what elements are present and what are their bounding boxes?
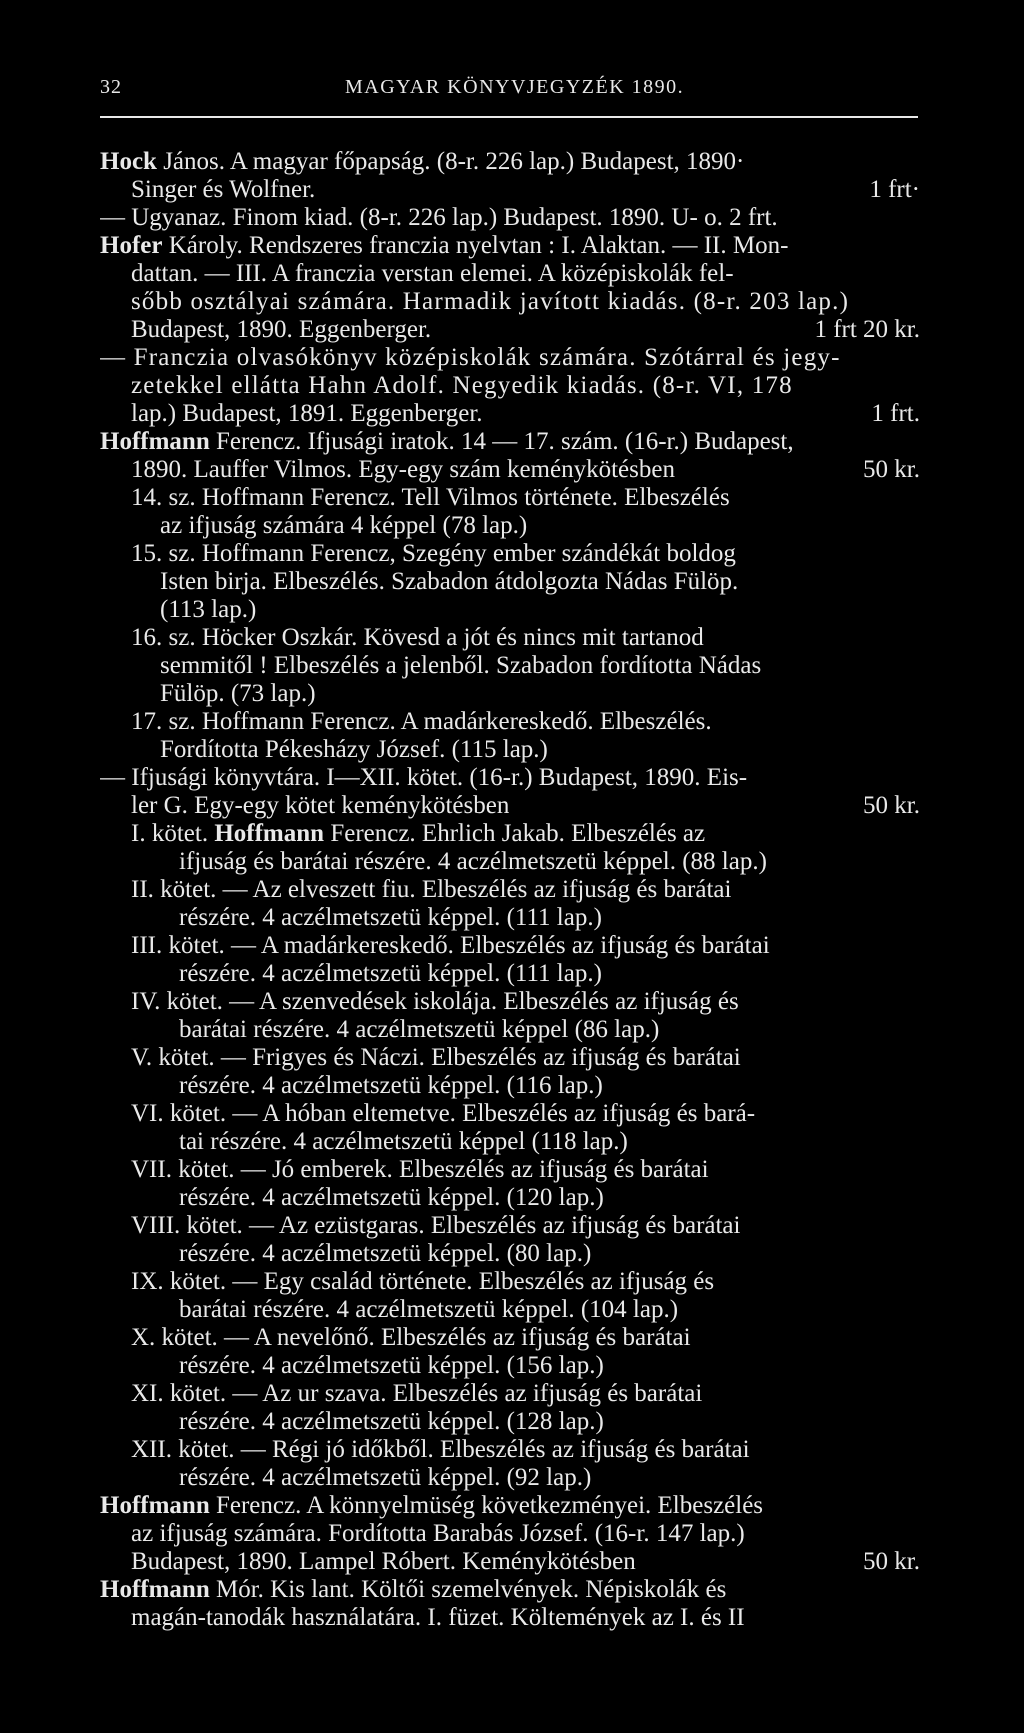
- line-text: V. kötet. — Frigyes és Náczi. Elbeszélés az ifjuság és barátai: [131, 1044, 741, 1071]
- page-number: 32: [100, 76, 122, 98]
- line-text: VI. kötet. — A hóban eltemetve. Elbeszélés az ifjuság és bará-: [131, 1100, 756, 1127]
- price: 1 frt 20 kr.: [814, 316, 920, 343]
- line-text: részére. 4 aczélmetszetü képpel. (111 lap.): [179, 904, 602, 931]
- line-text: ler G. Egy-egy kötet keménykötésben: [131, 792, 510, 819]
- price: 50 kr.: [863, 792, 920, 819]
- line-text: XII. kötet. — Régi jó időkből. Elbeszélés az ifjuság és barátai: [131, 1436, 750, 1463]
- line-text: Budapest, 1890. Eggenberger.: [131, 316, 432, 343]
- line-text: tai részére. 4 aczélmetszetü képpel (118 lap.): [179, 1128, 628, 1155]
- line-text: Ferencz. Ifjusági iratok. 14 — 17. szám. (16-r.) Budapest,: [209, 428, 794, 455]
- line-text: 17. sz. Hoffmann Ferencz. A madárkereskedő. Elbeszélés.: [131, 708, 712, 735]
- line-text: II. kötet. — Az elveszett fiu. Elbeszélés az ifjuság és barátai: [131, 876, 732, 903]
- price: 1 frt·: [869, 176, 920, 203]
- line-text: magán-tanodák használatára. I. füzet. Költemények az I. és II: [131, 1604, 745, 1631]
- line-text: lap.) Budapest, 1891. Eggenberger.: [131, 400, 483, 427]
- line-text: sőbb osztályai számára. Harmadik javított kiadás. (8-r. 203 lap.): [131, 288, 850, 315]
- line-text: 14. sz. Hoffmann Ferencz. Tell Vilmos története. Elbeszélés: [131, 484, 730, 511]
- line-text: III. kötet. — A madárkereskedő. Elbeszélés az ifjuság és barátai: [131, 932, 770, 959]
- line-text: Ferencz. Ehrlich Jakab. Elbeszélés az: [324, 820, 706, 847]
- line-text: — Franczia olvasókönyv középiskolák számára. Szótárral és jegy-: [100, 344, 841, 371]
- line-text: semmitől ! Elbeszélés a jelenből. Szabadon fordította Nádas: [160, 652, 762, 679]
- line-text: Károly. Rendszeres franczia nyelvtan : I. Alaktan. — II. Mon-: [162, 232, 789, 259]
- line-text: — Ifjusági könyvtára. I—XII. kötet. (16-r.) Budapest, 1890. Eis-: [100, 764, 748, 791]
- price: 50 kr.: [863, 1548, 920, 1575]
- entry-author-surname: Hoffmann: [100, 428, 210, 455]
- line-text: részére. 4 aczélmetszetü képpel. (128 lap.): [179, 1408, 604, 1435]
- header-rule: [100, 116, 918, 118]
- line-text: — Ugyanaz. Finom kiad. (8-r. 226 lap.) Budapest. 1890. U- o. 2 frt.: [100, 204, 778, 231]
- line-text: János. A magyar főpapság. (8-r. 226 lap.) Budapest, 1890·: [156, 148, 745, 175]
- page-header: [100, 76, 918, 106]
- line-text: részére. 4 aczélmetszetü képpel. (120 lap.): [179, 1184, 604, 1211]
- line-text: az ifjuság számára. Fordította Barabás József. (16-r. 147 lap.): [131, 1520, 745, 1547]
- entry-author-surname: Hofer: [100, 232, 163, 259]
- line-text: XI. kötet. — Az ur szava. Elbeszélés az ifjuság és barátai: [131, 1380, 703, 1407]
- line-text: barátai részére. 4 aczélmetszetü képpel (86 lap.): [179, 1016, 660, 1043]
- line-text: X. kötet. — A nevelőnő. Elbeszélés az ifjuság és barátai: [131, 1324, 691, 1351]
- line-text: 15. sz. Hoffmann Ferencz, Szegény ember szándékát boldog: [131, 540, 736, 567]
- price: 1 frt.: [871, 400, 920, 427]
- line-text: 16. sz. Höcker Oszkár. Kövesd a jót és nincs mit tartanod: [131, 624, 704, 651]
- line-text: Mór. Kis lant. Költői szemelvények. Népiskolák és: [209, 1576, 727, 1603]
- line-text: IV. kötet. — A szenvedések iskolája. Elbeszélés az ifjuság és: [131, 988, 739, 1015]
- line-text: I. kötet.: [131, 820, 215, 847]
- entry-line: [131, 1602, 920, 1634]
- line-text: VII. kötet. — Jó emberek. Elbeszélés az ifjuság és barátai: [131, 1156, 709, 1183]
- entry-author-surname: Hoffmann: [100, 1492, 210, 1519]
- line-text: barátai részére. 4 aczélmetszetü képpel. (104 lap.): [179, 1296, 679, 1323]
- line-text: az ifjuság számára 4 képpel (78 lap.): [160, 512, 528, 539]
- line-text: zetekkel ellátta Hahn Adolf. Negyedik kiadás. (8-r. VI, 178: [131, 372, 793, 399]
- line-text: részére. 4 aczélmetszetü képpel. (111 lap.): [179, 960, 602, 987]
- line-text: ifjuság és barátai részére. 4 aczélmetszetü képpel. (88 lap.): [179, 848, 767, 875]
- line-text: részére. 4 aczélmetszetü képpel. (116 lap.): [179, 1072, 603, 1099]
- entry-author-surname: Hock: [100, 148, 157, 175]
- line-text: részére. 4 aczélmetszetü képpel. (80 lap.): [179, 1240, 592, 1267]
- running-title: MAGYAR KÖNYVJEGYZÉK 1890.: [345, 76, 685, 98]
- line-text: Fordította Pékesházy József. (115 lap.): [160, 736, 548, 763]
- line-text: (113 lap.): [160, 596, 257, 623]
- line-text: VIII. kötet. — Az ezüstgaras. Elbeszélés az ifjuság és barátai: [131, 1212, 741, 1239]
- line-text: Budapest, 1890. Lampel Róbert. Keménykötésben: [131, 1548, 636, 1575]
- entry-author-surname: Hoffmann: [100, 1576, 210, 1603]
- entry-author-surname: Hoffmann: [214, 820, 325, 847]
- line-text: Isten birja. Elbeszélés. Szabadon átdolgozta Nádas Fülöp.: [160, 568, 739, 595]
- line-text: részére. 4 aczélmetszetü képpel. (156 lap.): [179, 1352, 604, 1379]
- line-text: Singer és Wolfner.: [131, 176, 316, 203]
- line-text: dattan. — III. A franczia verstan elemei. A középiskolák fel-: [131, 260, 734, 287]
- line-text: részére. 4 aczélmetszetü képpel. (92 lap.): [179, 1464, 592, 1491]
- line-text: Fülöp. (73 lap.): [160, 680, 316, 707]
- price: 50 kr.: [863, 456, 920, 483]
- line-text: 1890. Lauffer Vilmos. Egy-egy szám keménykötésben: [131, 456, 675, 483]
- line-text: Ferencz. A könnyelmüség következményei. Elbeszélés: [209, 1492, 764, 1519]
- line-text: IX. kötet. — Egy család története. Elbeszélés az ifjuság és: [131, 1268, 715, 1295]
